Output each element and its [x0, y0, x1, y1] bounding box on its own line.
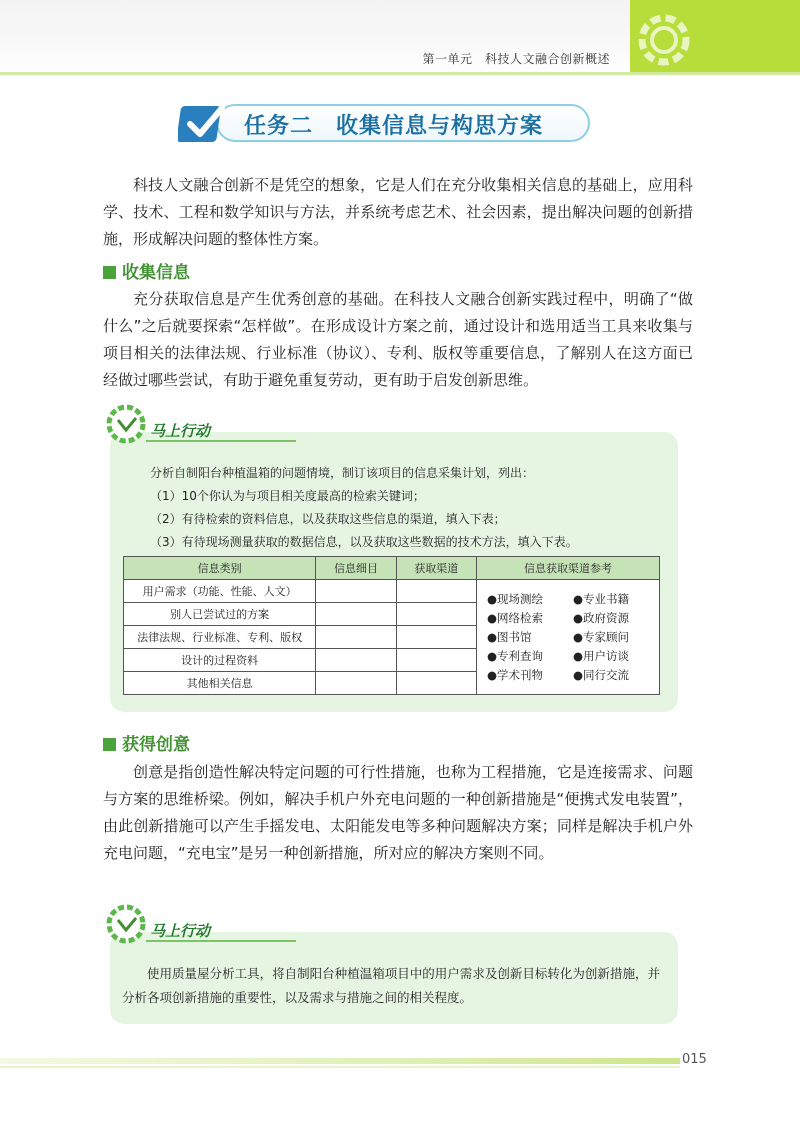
reference-item: ●现场测绘 — [487, 592, 544, 606]
section-heading-text: 收集信息 — [122, 263, 190, 283]
activity2-text: 使用质量屋分析工具，将自制阳台种植温箱项目中的用户需求及创新目标转化为创新措施，并分析各项创新措施的重要性，以及需求与措施之间的相关程度。 — [122, 966, 660, 1005]
info-collection-table — [123, 556, 660, 695]
table-cell-category: 别人已尝试过的方案 — [124, 603, 316, 626]
task-title: 任务二 收集信息与构思方案 — [244, 114, 544, 139]
reference-item: ●学术刊物 — [487, 668, 544, 682]
reference-item: ●专业书籍 — [573, 592, 630, 606]
table-header: 信息细目 — [316, 557, 396, 580]
checkmark-icon — [178, 100, 234, 148]
table-cell-category: 用户需求（功能、性能、人文） — [124, 580, 316, 603]
table-cell-blank[interactable] — [316, 672, 396, 695]
activity1-line-2: （1）10个你认为与项目相关度最高的检索关键词； — [150, 489, 425, 503]
table-header: 信息获取渠道参考 — [477, 557, 660, 580]
gear-logo-icon — [628, 4, 700, 72]
footer-bar — [0, 1058, 680, 1064]
reference-cell — [477, 580, 660, 695]
intro-paragraph: 科技人文融合创新不是凭空的想象，它是人们在充分收集相关信息的基础上，应用科学、技术、工程和数学知识与方法，并系统考虑艺术、社会因素，提出解决问题的创新措施，形成解决问题的整体性方案。 — [103, 176, 693, 248]
section-heading-idea — [103, 730, 190, 755]
table-cell-blank[interactable] — [396, 649, 476, 672]
table-cell-blank[interactable] — [396, 603, 476, 626]
section-square-icon — [103, 738, 116, 751]
reference-item: ●专利查询 — [487, 649, 544, 663]
reference-item: ●用户访谈 — [573, 649, 630, 663]
task-banner — [178, 100, 596, 148]
page-number: 015 — [682, 1052, 707, 1067]
activity-label-2: 马上行动 — [150, 922, 211, 940]
table-cell-blank[interactable] — [316, 649, 396, 672]
table-row — [124, 580, 660, 603]
activity-underline-2 — [146, 940, 296, 942]
activity-label-1: 马上行动 — [150, 422, 211, 440]
reference-item: ●网络检索 — [487, 611, 544, 625]
gear-hand-icon — [104, 902, 148, 946]
collect-paragraph: 充分获取信息是产生优秀创意的基础。在科技人文融合创新实践过程中，明确了“做什么”之后就要探索“怎样做”。在形成设计方案之前，通过设计和选用适当工具来收集与项目相关的法律法规、行业标准（协议）、专利、版权等重要信息，了解别人在这方面已经做过哪些尝试，有助于避免重复劳动，更有助于启发创新思维。 — [103, 290, 693, 389]
table-cell-blank[interactable] — [396, 626, 476, 649]
reference-item: ●政府资源 — [573, 611, 630, 625]
idea-paragraph: 创意是指创造性解决特定问题的可行性措施，也称为工程措施，它是连接需求、问题与方案的思维桥梁。例如，解决手机户外充电问题的一种创新措施是“便携式发电装置”，由此创新措施可以产生手摇发电、太阳能发电等多种问题解决方案；同样是解决手机户外充电问题，“充电宝”是另一种创新措施，所对应的解决方案则不同。 — [103, 763, 693, 862]
activity1-line-1: 分析自制阳台种植温箱的问题情境，制订该项目的信息采集计划，列出： — [150, 466, 535, 480]
section-heading-text: 获得创意 — [122, 735, 190, 755]
activity1-line-4: （3）有待现场测量获取的数据信息，以及获取这些数据的技术方法，填入下表。 — [150, 535, 578, 549]
table-header: 信息类别 — [124, 557, 316, 580]
table-cell-blank[interactable] — [316, 580, 396, 603]
section-square-icon — [103, 266, 116, 279]
table-cell-blank[interactable] — [396, 580, 476, 603]
running-title: 第一单元 科技人文融合创新概述 — [422, 52, 610, 66]
table-cell-category: 其他相关信息 — [124, 672, 316, 695]
footer-bar-thin — [0, 1066, 680, 1068]
gear-hand-icon — [104, 402, 148, 446]
reference-item: ●图书馆 — [487, 630, 532, 644]
table-header-row — [124, 557, 660, 580]
table-cell-blank[interactable] — [316, 603, 396, 626]
activity1-line-3: （2）有待检索的资料信息，以及获取这些信息的渠道，填入下表； — [150, 512, 506, 526]
table-cell-blank[interactable] — [396, 672, 476, 695]
table-cell-category: 法律法规、行业标准、专利、版权 — [124, 626, 316, 649]
table-cell-category: 设计的过程资料 — [124, 649, 316, 672]
header-divider — [0, 72, 800, 75]
section-heading-collect — [103, 258, 190, 283]
table-cell-blank[interactable] — [316, 626, 396, 649]
reference-item: ●同行交流 — [573, 668, 630, 682]
reference-item: ●专家顾问 — [573, 630, 630, 644]
table-header: 获取渠道 — [396, 557, 476, 580]
activity-underline-1 — [146, 440, 296, 442]
